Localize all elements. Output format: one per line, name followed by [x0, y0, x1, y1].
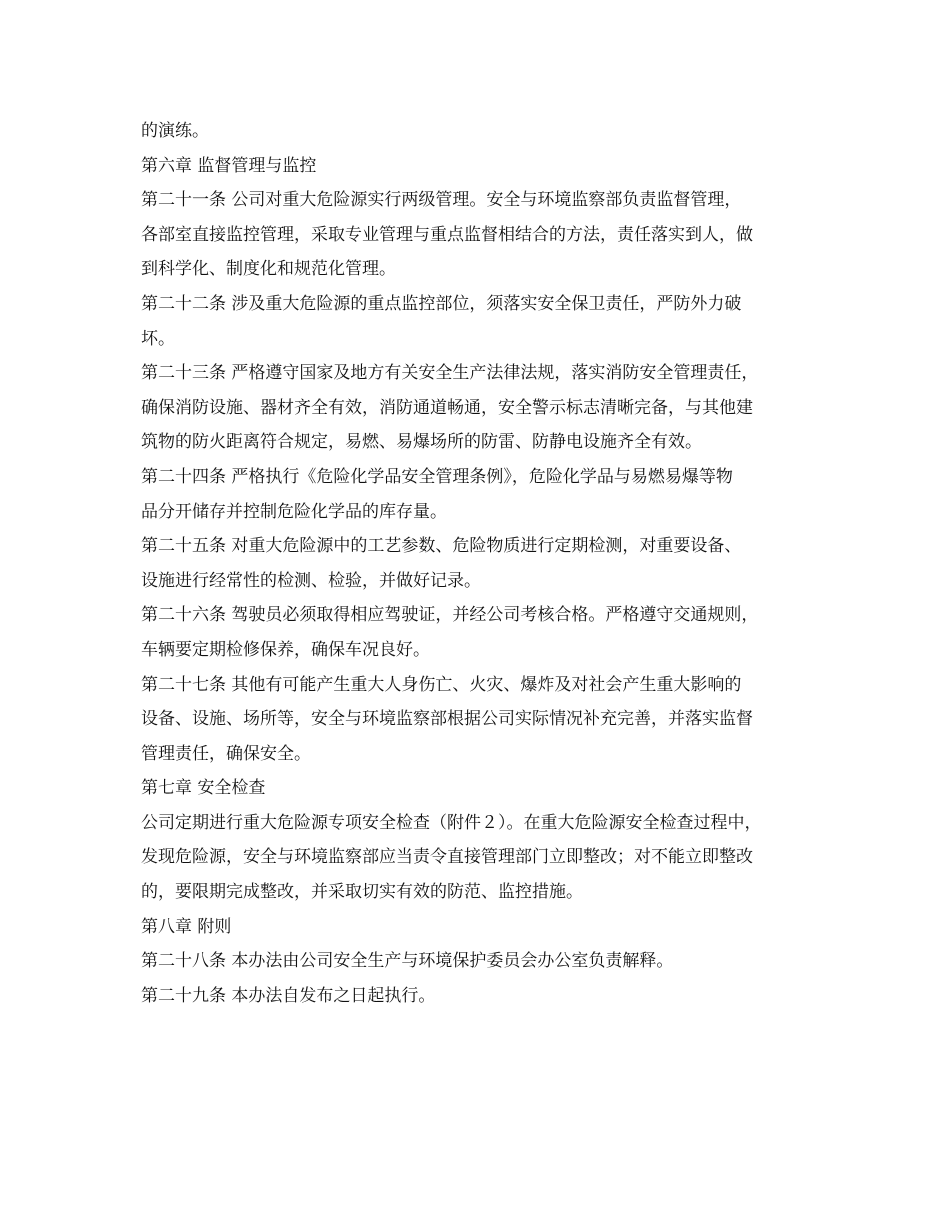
text-line: 设施进行经常性的检测、检验，并做好记录。 — [141, 570, 481, 591]
text-line: 的演练。 — [141, 121, 209, 141]
text-line: 公司定期进行重大危险源专项安全检查（附件２）。在重大危险源安全检查过程中， — [141, 812, 762, 833]
text-line: 设备、设施、场所等，安全与环境监察部根据公司实际情况补充完善，并落实监督 — [141, 709, 753, 730]
article-28: 第二十八条 本办法由公司安全生产与环境保护委员会办公室负责解释。 — [141, 951, 674, 972]
text-line: 车辆要定期检修保养，确保车况良好。 — [141, 639, 430, 660]
article-26: 第二十六条 驾驶员必须取得相应驾驶证，并经公司考核合格。严格遵守交通规则， — [141, 605, 759, 626]
text-line: 到科学化、制度化和规范化管理。 — [141, 259, 396, 280]
article-25: 第二十五条 对重大危险源中的工艺参数、危险物质进行定期检测，对重要设备、 — [141, 536, 742, 557]
chapter-heading: 第六章 监督管理与监控 — [141, 155, 317, 176]
chapter-heading: 第八章 附则 — [141, 916, 232, 937]
text-line: 确保消防设施、器材齐全有效，消防通道畅通，安全警示标志清晰完备，与其他建 — [141, 397, 753, 418]
text-line: 发现危险源，安全与环境监察部应当责令直接管理部门立即整改；对不能立即整改 — [141, 847, 753, 868]
article-24: 第二十四条 严格执行《危险化学品安全管理条例》，危险化学品与易燃易爆等物 — [141, 466, 733, 487]
text-line: 管理责任，确保安全。 — [141, 743, 311, 764]
article-21: 第二十一条 公司对重大危险源实行两级管理。安全与环境监察部负责监督管理， — [141, 190, 742, 211]
text-line: 各部室直接监控管理，采取专业管理与重点监督相结合的方法，责任落实到人，做 — [141, 224, 753, 245]
chapter-heading: 第七章 安全检查 — [141, 778, 266, 799]
text-line: 坏。 — [141, 328, 175, 349]
document-body — [141, 114, 821, 1013]
text-line: 的，要限期完成整改，并采取切实有效的防范、监控措施。 — [141, 882, 583, 903]
text-line: 筑物的防火距离符合规定，易燃、易爆场所的防雷、防静电设施齐全有效。 — [141, 432, 702, 453]
article-23: 第二十三条 严格遵守国家及地方有关安全生产法律法规，落实消防安全管理责任， — [141, 363, 759, 384]
article-29: 第二十九条 本办法自发布之日起执行。 — [141, 985, 436, 1006]
article-22: 第二十二条 涉及重大危险源的重点监控部位，须落实安全保卫责任，严防外力破 — [141, 293, 742, 314]
text-line: 品分开储存并控制危险化学品的库存量。 — [141, 501, 447, 522]
article-27: 第二十七条 其他有可能产生重大人身伤亡、火灾、爆炸及对社会产生重大影响的 — [141, 674, 742, 695]
